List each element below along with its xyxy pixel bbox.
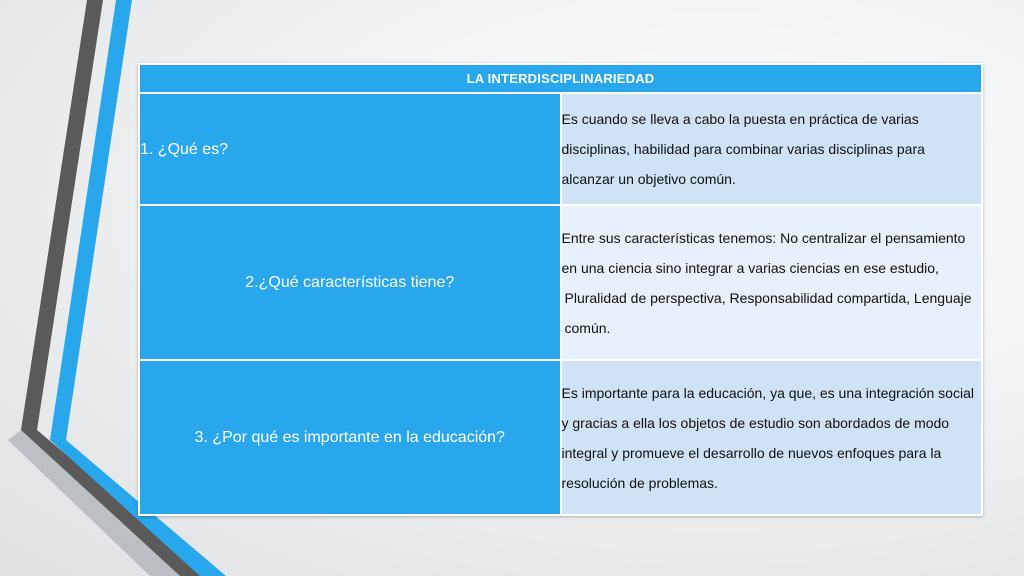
question-cell: 1. ¿Qué es? — [139, 93, 561, 205]
answer-text: Es importante para la educación, ya que, es una integración social y gracias a ella los objetos de estudio son abordados de modo integral y promueve el desarrollo de nuevos enfoques para la resolución de problemas. — [561, 384, 974, 491]
table-row — [139, 205, 982, 360]
table-header-row — [139, 64, 982, 93]
interdisciplinarity-table — [138, 63, 983, 516]
answer-cell — [561, 93, 983, 205]
answer-text-extra: Pluralidad de perspectiva, Responsabilidad compartida, Lenguaje común. — [564, 289, 972, 336]
answer-text: Entre sus características tenemos: No centralizar el pensamiento en una ciencia sino integrar a varias ciencias en ese estudio, — [561, 229, 966, 276]
answer-cell — [561, 360, 983, 515]
question-cell: 3. ¿Por qué es importante en la educación? — [139, 360, 561, 515]
answer-cell — [561, 205, 983, 360]
question-cell: 2.¿Qué características tiene? — [139, 205, 561, 360]
table-row — [139, 93, 982, 205]
table-row — [139, 360, 982, 515]
answer-text: Es cuando se lleva a cabo la puesta en práctica de varias disciplinas, habilidad para combinar varias disciplinas para alcanzar un objetivo común. — [561, 111, 925, 187]
table-title: LA INTERDISCIPLINARIEDAD — [139, 64, 982, 93]
